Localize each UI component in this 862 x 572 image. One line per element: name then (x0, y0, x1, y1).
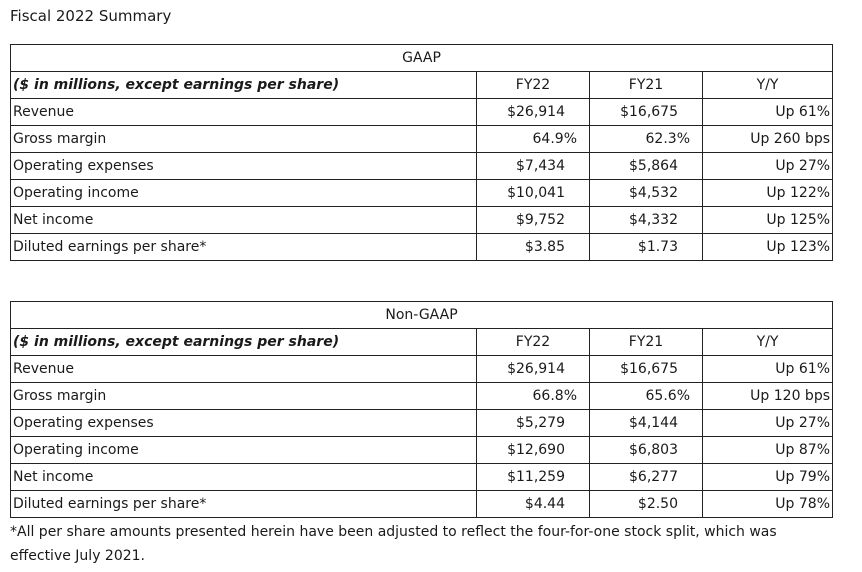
fy21-value: $4,144 (590, 410, 703, 437)
row-label: Operating income (11, 180, 477, 207)
column-header-row (11, 329, 833, 356)
table-row (11, 234, 833, 261)
fy22-value: 66.8% (477, 383, 590, 410)
row-label: Gross margin (11, 383, 477, 410)
fy22-value: $7,434 (477, 153, 590, 180)
fy21-value: $2.50 (590, 491, 703, 518)
row-label: Net income (11, 464, 477, 491)
row-label: Net income (11, 207, 477, 234)
table-row (11, 437, 833, 464)
yy-value: Up 79% (703, 464, 833, 491)
table-row (11, 383, 833, 410)
yy-value: Up 61% (703, 99, 833, 126)
fy21-value: $16,675 (590, 99, 703, 126)
row-label: Operating expenses (11, 410, 477, 437)
column-header-fy22: FY22 (477, 329, 590, 356)
column-header-fy21: FY21 (590, 72, 703, 99)
yy-value: Up 78% (703, 491, 833, 518)
column-header-fy21: FY21 (590, 329, 703, 356)
row-label: Diluted earnings per share* (11, 491, 477, 518)
fy22-value: $5,279 (477, 410, 590, 437)
yy-value: Up 125% (703, 207, 833, 234)
table-row (11, 180, 833, 207)
column-header-fy22: FY22 (477, 72, 590, 99)
table-row (11, 491, 833, 518)
table-row (11, 99, 833, 126)
table-row (11, 126, 833, 153)
footnote: *All per share amounts presented herein have been adjusted to reflect the four-for-one stock split, which was effective July 2021. (10, 524, 777, 564)
table-row (11, 207, 833, 234)
row-label: Operating expenses (11, 153, 477, 180)
table-row (11, 464, 833, 491)
yy-value: Up 120 bps (703, 383, 833, 410)
fy22-value: $11,259 (477, 464, 590, 491)
fy21-value: 62.3% (590, 126, 703, 153)
unit-label: ($ in millions, except earnings per share) (11, 72, 477, 99)
yy-value: Up 123% (703, 234, 833, 261)
table-header-row (11, 302, 833, 329)
fy22-value: $26,914 (477, 356, 590, 383)
yy-value: Up 87% (703, 437, 833, 464)
yy-value: Up 61% (703, 356, 833, 383)
fy21-value: $5,864 (590, 153, 703, 180)
yy-value: Up 122% (703, 180, 833, 207)
non-gaap-table (10, 301, 833, 518)
table-header: Non-GAAP (11, 302, 833, 329)
unit-label: ($ in millions, except earnings per share) (11, 329, 477, 356)
column-header-yy: Y/Y (703, 329, 833, 356)
fy21-value: $4,332 (590, 207, 703, 234)
fy21-value: 65.6% (590, 383, 703, 410)
fy22-value: $3.85 (477, 234, 590, 261)
table-row (11, 356, 833, 383)
fy22-value: $4.44 (477, 491, 590, 518)
fy21-value: $1.73 (590, 234, 703, 261)
row-label: Diluted earnings per share* (11, 234, 477, 261)
yy-value: Up 27% (703, 153, 833, 180)
fy21-value: $4,532 (590, 180, 703, 207)
yy-value: Up 260 bps (703, 126, 833, 153)
table-row (11, 410, 833, 437)
fy21-value: $16,675 (590, 356, 703, 383)
fy21-value: $6,803 (590, 437, 703, 464)
fy22-value: 64.9% (477, 126, 590, 153)
fy22-value: $26,914 (477, 99, 590, 126)
column-header-yy: Y/Y (703, 72, 833, 99)
gaap-table (10, 44, 833, 261)
row-label: Operating income (11, 437, 477, 464)
fy21-value: $6,277 (590, 464, 703, 491)
yy-value: Up 27% (703, 410, 833, 437)
table-header-row (11, 45, 833, 72)
row-label: Revenue (11, 99, 477, 126)
fy22-value: $10,041 (477, 180, 590, 207)
table-header: GAAP (11, 45, 833, 72)
page-title: Fiscal 2022 Summary (10, 7, 172, 25)
column-header-row (11, 72, 833, 99)
fy22-value: $12,690 (477, 437, 590, 464)
table-row (11, 153, 833, 180)
fy22-value: $9,752 (477, 207, 590, 234)
row-label: Revenue (11, 356, 477, 383)
row-label: Gross margin (11, 126, 477, 153)
